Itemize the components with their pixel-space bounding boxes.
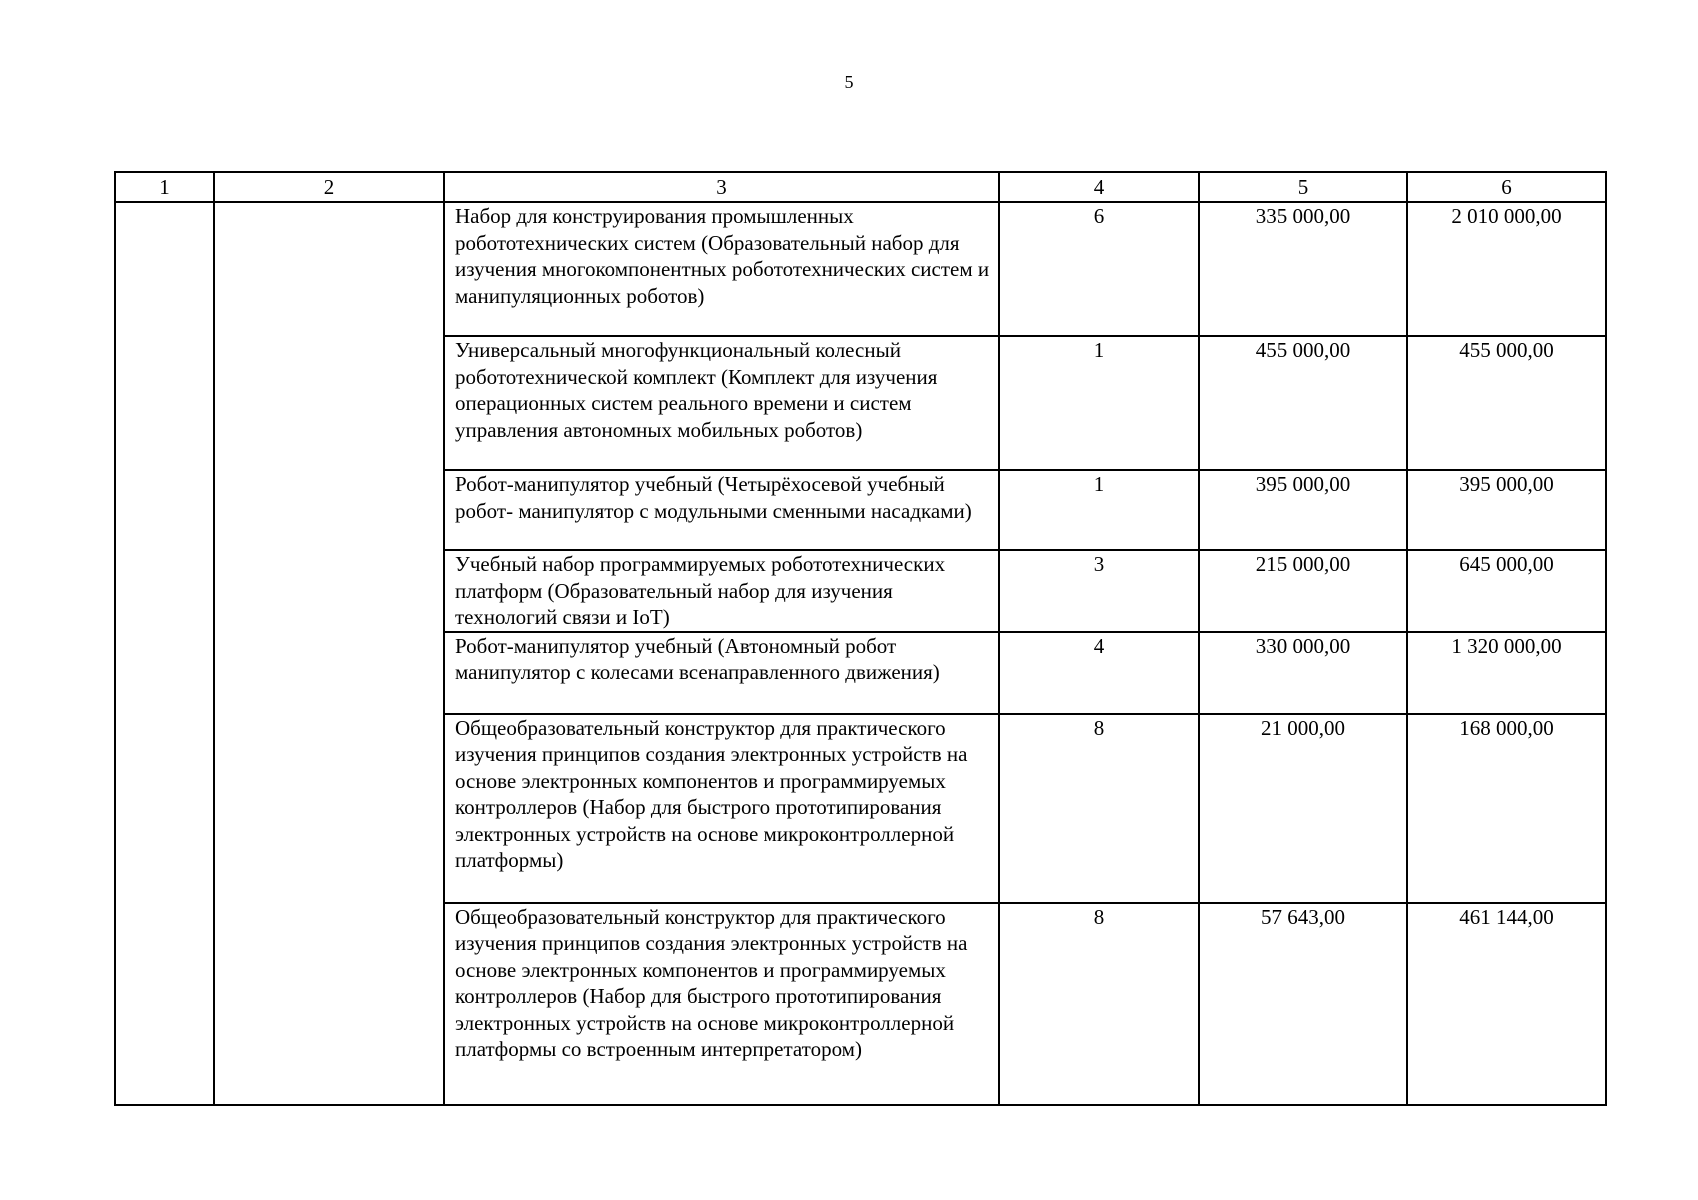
item-quantity: 3 [999,550,1199,632]
item-unit-price: 395 000,00 [1199,470,1407,550]
item-quantity: 1 [999,336,1199,470]
merged-cell-col2 [214,202,444,1105]
item-total: 645 000,00 [1407,550,1606,632]
item-description: Учебный набор программируемых робототехнических платформ (Образовательный набор для изучения технологий связи и IoT) [444,550,999,632]
merged-cell-col1 [115,202,214,1105]
table-header-row [115,172,1606,202]
item-unit-price: 21 000,00 [1199,714,1407,903]
item-unit-price: 57 643,00 [1199,903,1407,1105]
item-unit-price: 335 000,00 [1199,202,1407,336]
column-header-2: 2 [214,172,444,202]
item-description: Общеобразовательный конструктор для практического изучения принципов создания электронных устройств на основе электронных компонентов и программируемых контроллеров (Набор для быстрого прототипирования электронных устройств на основе микроконтроллерной платформы со встроенным интерпретатором) [444,903,999,1105]
item-description: Универсальный многофункциональный колесный робототехнической комплект (Комплект для изучения операционных систем реального времени и систем управления автономных мобильных роботов) [444,336,999,470]
column-header-1: 1 [115,172,214,202]
column-header-6: 6 [1407,172,1606,202]
item-unit-price: 330 000,00 [1199,632,1407,714]
item-total: 168 000,00 [1407,714,1606,903]
item-total: 455 000,00 [1407,336,1606,470]
item-unit-price: 215 000,00 [1199,550,1407,632]
item-quantity: 6 [999,202,1199,336]
table-row [115,202,1606,336]
item-total: 1 320 000,00 [1407,632,1606,714]
item-total: 395 000,00 [1407,470,1606,550]
item-quantity: 4 [999,632,1199,714]
item-description: Набор для конструирования промышленных робототехнических систем (Образовательный набор для изучения многокомпонентных робототехнических систем и манипуляционных роботов) [444,202,999,336]
equipment-table [114,171,1607,1106]
column-header-4: 4 [999,172,1199,202]
item-description: Робот-манипулятор учебный (Четырёхосевой учебный робот- манипулятор с модульными сменными насадками) [444,470,999,550]
column-header-5: 5 [1199,172,1407,202]
item-total: 2 010 000,00 [1407,202,1606,336]
item-unit-price: 455 000,00 [1199,336,1407,470]
item-quantity: 8 [999,903,1199,1105]
item-quantity: 1 [999,470,1199,550]
column-header-3: 3 [444,172,999,202]
item-total: 461 144,00 [1407,903,1606,1105]
item-description: Общеобразовательный конструктор для практического изучения принципов создания электронных устройств на основе электронных компонентов и программируемых контроллеров (Набор для быстрого прототипирования электронных устройств на основе микроконтроллерной платформы) [444,714,999,903]
item-description: Робот-манипулятор учебный (Автономный робот манипулятор с колесами всенаправленного движения) [444,632,999,714]
page-number: 5 [844,72,854,92]
item-quantity: 8 [999,714,1199,903]
